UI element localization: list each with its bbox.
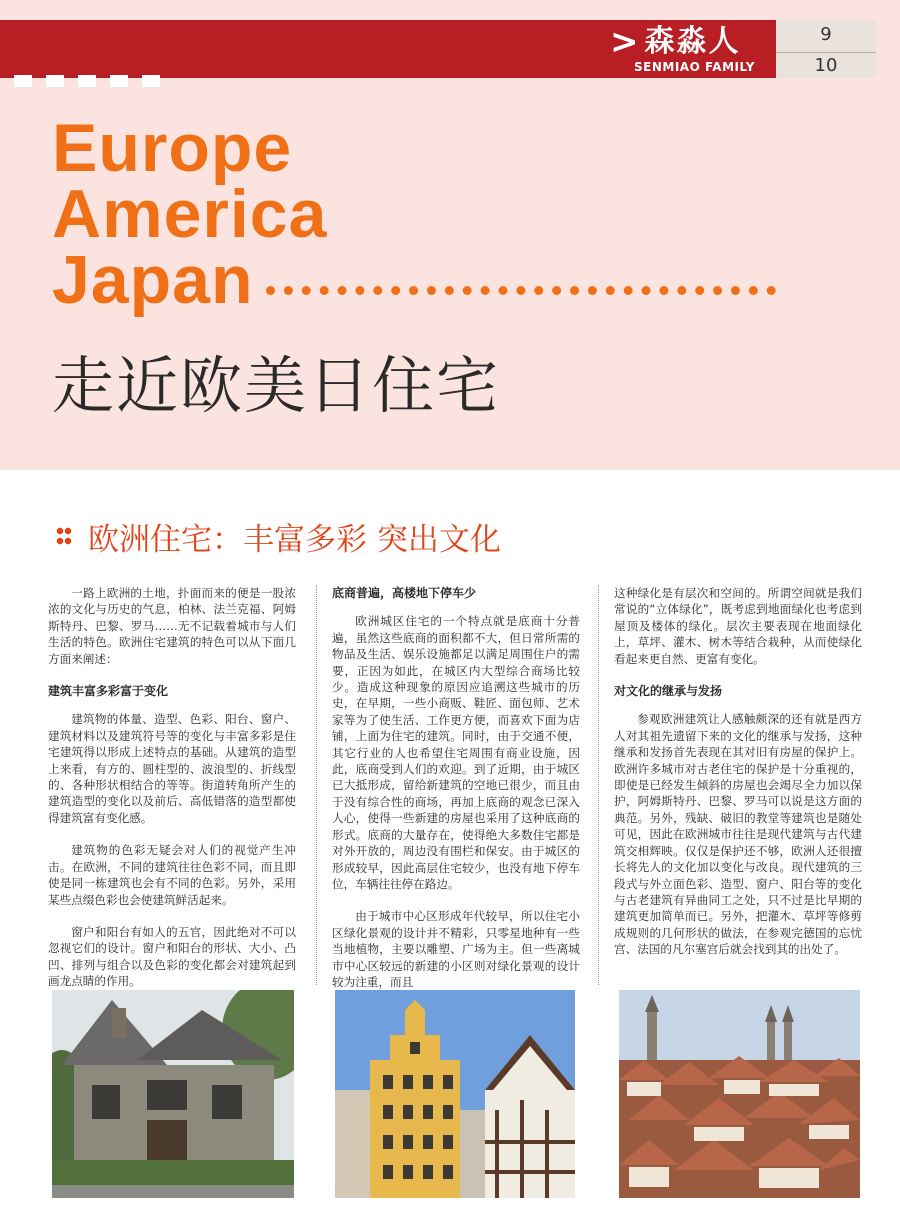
column-divider <box>316 585 317 985</box>
decorative-squares <box>14 72 174 84</box>
gabled-buildings-photo <box>335 990 575 1198</box>
brand-logo <box>610 22 755 74</box>
house-photo <box>52 990 294 1198</box>
article-column-3 <box>614 585 862 974</box>
paragraph: 欧洲城区住宅的一个特点就是底商十分普遍，虽然这些底商的面积都不大，但日常所需的物品及生活、娱乐设施都足以满足周围住户的需要，正因为如此，在城区内大型综合商场比较少。造成这种现象的原因应追溯这些城市的历史，在早期，一些小商贩、鞋匠、面包师、艺术家等为了使生活、工作更方便，而喜欢下面为店铺，上面为住宅的建筑。同时，由于交通不便，其它行业的人也希望住宅周围有商业设施，因此，底商受到人们的欢迎。到了近期，由于城区已大抵形成，留给新建筑的空地已很少，而且由于没有综合性的商场，再加上底商的观念已深入人心，使得一些新建的房屋也采用了这种底商的形式。底商的大量存在，使得绝大多数住宅都是对外开放的，周边没有围栏和保安。由于城区的形成较早，因此高层住宅较少，也没有地下停车位，车辆往往停在路边。 <box>332 614 580 891</box>
chinese-title: 走近欧美日住宅 <box>52 349 501 422</box>
brand-name-en: SENMIAO FAMILY <box>634 60 755 74</box>
brand-arrow: > <box>610 22 639 62</box>
page-number-left: 9 <box>820 24 832 45</box>
house-illustration <box>52 990 294 1198</box>
paragraph: 建筑物的体量、造型、色彩、阳台、窗户、建筑材料以及建筑符号等的变化与丰富多彩是住宅建筑得以形成上述特点的基础。从建筑的造型上来看，有方的、圆柱型的、波浪型的、折线型的、各种形状相结合的等等。街道转角所产生的建筑造型的变化以及前后、高低错落的造型都使得建筑富有变化感。 <box>48 712 296 825</box>
paragraph: 这种绿化是有层次和空间的。所谓空间就是我们常说的“立体绿化”，既考虑到地面绿化也考虑到屋顶及楼体的绿化。层次主要表现在地面绿化上，草坪、灌木、树木等结合栽种，从而使绿化看起来更自然、更富有变化。 <box>614 586 862 666</box>
column-divider <box>598 585 599 985</box>
article-column-1 <box>48 585 296 1006</box>
section-heading-text: 欧洲住宅：丰富多彩 突出文化 <box>88 522 501 558</box>
paragraph: 建筑物的色彩无疑会对人们的视觉产生冲击。在欧洲，不同的建筑往往色彩不同，而且即使是同一栋建筑也会有不同的色彩。另外，采用某些点缀色彩也会使建筑鲜活起来。 <box>48 843 296 907</box>
paragraph: 窗户和阳台有如人的五官，因此绝对不可以忽视它们的设计。窗户和阳台的形状、大小、凸凹、排列与组合以及色彩的变化都会对建筑起到画龙点睛的作用。 <box>48 924 296 989</box>
rooftops-illustration <box>619 990 860 1198</box>
title-line-america: America <box>52 176 328 252</box>
brand-name-cn: 森淼人 <box>644 24 741 59</box>
section-heading <box>56 514 501 559</box>
subheading: 建筑丰富多彩富于变化 <box>48 684 169 699</box>
old-town-rooftops-photo <box>619 990 860 1198</box>
page-number-right: 10 <box>776 52 876 76</box>
dots-bullet-icon <box>56 526 72 546</box>
dotted-leader <box>266 276 776 295</box>
title-line-europe: Europe <box>52 110 293 186</box>
paragraph: 参观欧洲建筑让人感触颇深的还有就是西方人对其祖先遗留下来的文化的继承与发扬，这种继承和发扬首先表现在其对旧有房屋的保护上。欧洲许多城市对古老住宅的保护是十分重视的，即使是已经发生倾斜的房屋也会竭尽全力加以保护，阿姆斯特丹、巴黎、罗马可以说是这方面的典范。另外，残缺、破旧的教堂等建筑也是随处可见，因此在欧洲城市往往是现代建筑与古代建筑交相辉映。仅仅是保护还不够，欧洲人还很擅长将先人的文化加以变化与改良。现代建筑的三段式与外立面色彩、造型、窗户、阳台等的变化与古老建筑有异曲同工之处，只不过是比早期的建筑更加简单而已。另外，把灌木、草坪等修剪成规则的几何形状的做法，在参观完德国的忘忧宫、法国的凡尔塞宫后就会找到其的出处了。 <box>614 712 862 957</box>
facade-illustration <box>335 990 575 1198</box>
title-line-japan-row <box>52 242 776 318</box>
subheading: 底商普遍，高楼地下停车少 <box>332 586 477 600</box>
page-number-box <box>774 20 876 78</box>
title-line-japan: Japan <box>52 242 254 318</box>
english-title <box>52 110 776 318</box>
subheading: 对文化的继承与发扬 <box>614 684 723 699</box>
paragraph: 一路上欧洲的土地，扑面而来的便是一股浓浓的文化与历史的气息，柏林、法兰克福、阿姆斯特丹、巴黎、罗马……无不记载着城市与人们生活的特色。欧洲住宅建筑的特色可以从下面几方面来阐述： <box>48 586 296 666</box>
paragraph: 由于城市中心区形成年代较早，所以住宅小区绿化景观的设计并不精彩，只零星地种有一些当地植物，主要以雕塑、广场为主。但一些离城市中心区较远的新建的小区则对绿化景观的设计较为注重，而且 <box>332 909 580 989</box>
article-column-2 <box>332 585 580 1006</box>
